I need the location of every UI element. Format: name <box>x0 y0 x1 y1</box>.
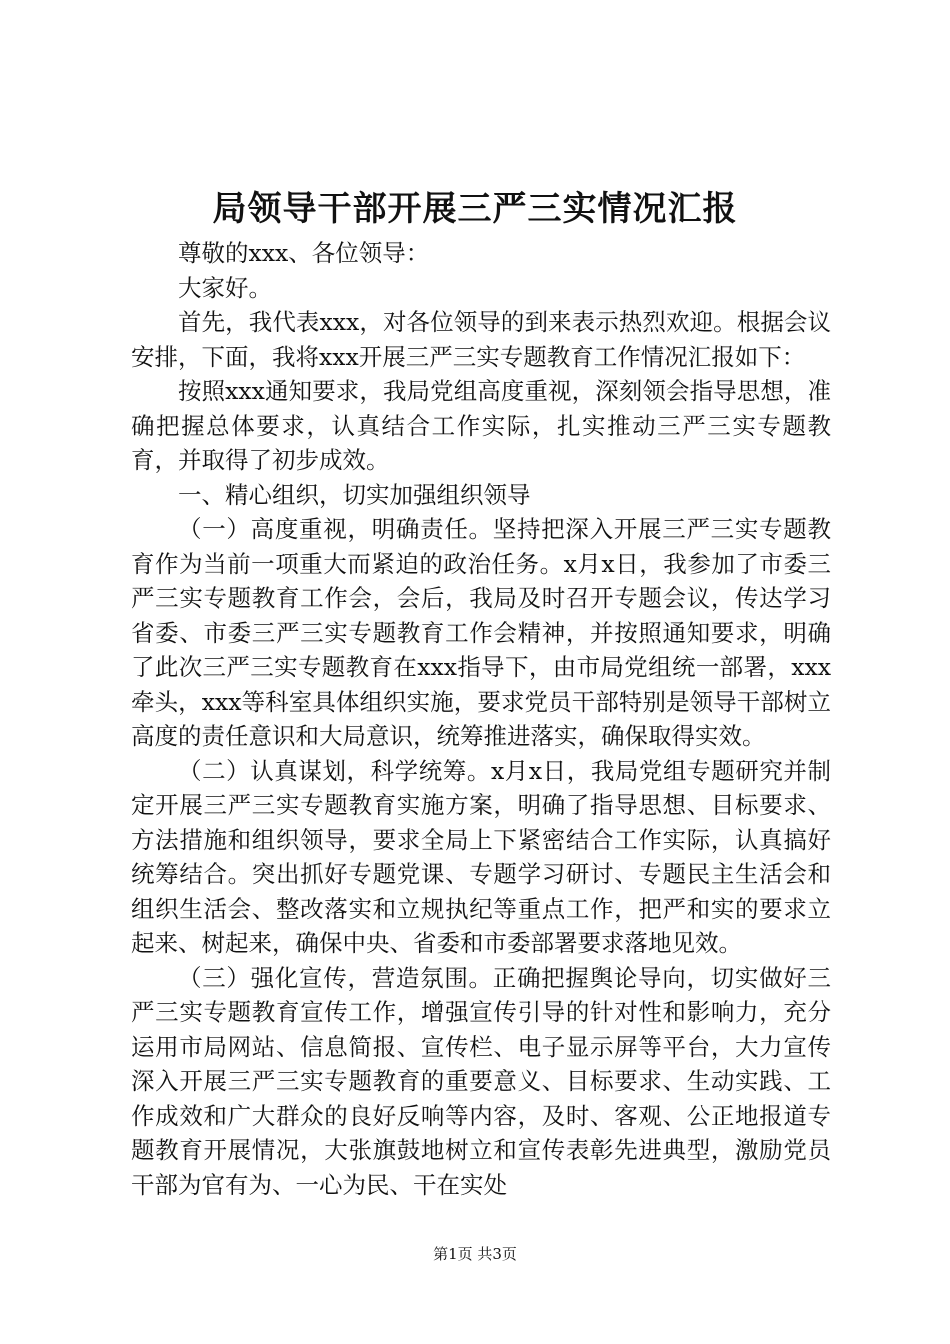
document-body <box>131 236 831 1202</box>
salutation-paragraph: 尊敬的xxx、各位领导： <box>178 239 430 267</box>
page-footer: 第1页 共3页 <box>433 1245 517 1263</box>
overview-paragraph: 按照xxx通知要求，我局党组高度重视，深刻领会指导思想，准确把握总体要求，认真结合工作实际，扎实推动三严三实专题教育，并取得了初步成效。 <box>131 377 831 474</box>
greeting-paragraph: 大家好。 <box>178 273 272 302</box>
subsection-paragraph-2: （二）认真谋划，科学统筹。x月x日，我局党组专题研究并制定开展三严三实专题教育实施方案，明确了指导思想、目标要求、方法措施和组织领导，要求全局上下紧密结合工作实际，认真搞好统筹结合。突出抓好专题党课、专题学习研讨、专题民主生活会和组织生活会、整改落实和立规执纪等重点工作，把严和实的要求立起来、树起来，确保中央、省委和市委部署要求落地见效。 <box>131 756 831 957</box>
subsection-paragraph-3: （三）强化宣传，营造氛围。正确把握舆论导向，切实做好三严三实专题教育宣传工作，增强宣传引导的针对性和影响力，充分运用市局网站、信息简报、宣传栏、电子显示屏等平台，大力宣传深入开展三严三实专题教育的重要意义、目标要求、生动实践、工作成效和广大群众的良好反响等内容，及时、客观、公正地报道专题教育开展情况，大张旗鼓地树立和宣传表彰先进典型，激励党员干部为官有为、一心为民、干在实处 <box>131 963 831 1199</box>
subsection-paragraph-1: （一）高度重视，明确责任。坚持把深入开展三严三实专题教育作为当前一项重大而紧迫的政治任务。x月x日，我参加了市委三严三实专题教育工作会，会后，我局及时召开专题会议，传达学习省委、市委三严三实专题教育工作会精神，并按照通知要求，明确了此次三严三实专题教育在xxx指导下，由市局党组统一部署，xxx牵头，xxx等科室具体组织实施，要求党员干部特别是领导干部树立高度的责任意识和大局意识，统筹推进落实，确保取得实效。 <box>131 515 831 750</box>
intro-paragraph: 首先，我代表xxx，对各位领导的到来表示热烈欢迎。根据会议安排，下面，我将xxx开展三严三实专题教育工作情况汇报如下： <box>131 308 831 371</box>
document-title: 局领导干部开展三严三实情况汇报 <box>212 189 738 229</box>
section-heading-1: 一、精心组织，切实加强组织领导 <box>178 480 531 509</box>
